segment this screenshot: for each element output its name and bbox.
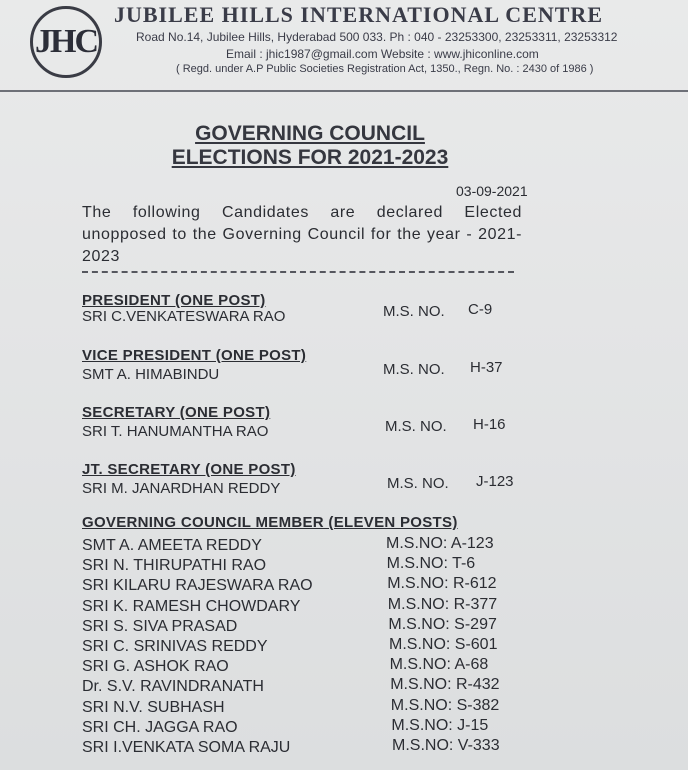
president-heading: PRESIDENT (ONE POST) [82,292,266,309]
council-member-ms-number: M.S.NO: T-6 [386,555,476,573]
secretary-ms-label: M.S. NO. [385,418,447,435]
document-date: 03-09-2021 [456,183,528,199]
council-member-name: SRI C. SRINIVAS REDDY [82,638,268,655]
dashed-divider [82,271,514,273]
vice-president-heading: VICE PRESIDENT (ONE POST) [82,347,307,364]
jt-secretary-name: SRI M. JANARDHAN REDDY [82,480,281,497]
council-member-name: SRI I.VENKATA SOMA RAJU [82,739,291,756]
secretary-name: SRI T. HANUMANTHA RAO [82,423,269,440]
council-member-ms-number: M.S.NO: A-68 [389,656,489,674]
council-member-ms-number: M.S.NO: A-123 [386,535,494,552]
council-member-name: SRI K. RAMESH CHOWDARY [82,597,301,615]
council-member-ms-number: M.S.NO: V-333 [392,737,500,754]
council-member-name: SRI KILARU RAJESWARA RAO [82,577,313,595]
council-member-ms-number: M.S.NO: R-432 [390,676,500,694]
vice-president-name: SMT A. HIMABINDU [82,366,220,383]
council-member-ms-number: M.S.NO: S-297 [388,615,497,633]
council-member-ms-number: M.S.NO: R-612 [387,575,497,593]
vice-president-ms-label: M.S. NO. [383,361,445,378]
secretary-heading: SECRETARY (ONE POST) [82,404,271,421]
president-ms-number: C-9 [468,301,493,318]
title-line-1: GOVERNING COUNCIL [195,122,425,145]
jt-secretary-ms-number: J-123 [476,473,514,490]
title-line-2: ELECTIONS FOR 2021-2023 [171,146,449,169]
council-member-ms-number: M.S.NO: J-15 [391,716,489,734]
secretary-ms-number: H-16 [473,416,506,433]
president-ms-label: M.S. NO. [383,303,445,320]
jt-secretary-heading: JT. SECRETARY (ONE POST) [82,461,296,478]
jt-secretary-ms-label: M.S. NO. [387,475,449,492]
intro-paragraph: The following Candidates are declared Elected unopposed to the Governing Council for the year - 2021-2023 [82,204,522,265]
jhic-logo [30,6,102,78]
council-member-name: SRI CH. JAGGA RAO [82,718,238,736]
logo-text: JHC [35,23,97,60]
council-member-name: Dr. S.V. RAVINDRANATH [82,678,264,696]
organization-name: JUBILEE HILLS INTERNATIONAL CENTRE [114,2,603,27]
president-name: SRI C.VENKATESWARA RAO [82,308,286,325]
council-member-name: SRI N. THIRUPATHI RAO [82,557,267,575]
header-divider [0,90,688,92]
registration-line: ( Regd. under A.P Public Societies Registration Act, 1350., Regn. No. : 2430 of 1986 ) [176,63,594,75]
vice-president-ms-number: H-37 [470,359,503,376]
council-member-ms-number: M.S.NO: R-377 [387,595,498,613]
council-member-name: SRI G. ASHOK RAO [82,658,229,676]
council-heading: GOVERNING COUNCIL MEMBER (ELEVEN POSTS) [82,514,458,531]
council-member-name: SRI N.V. SUBHASH [82,698,225,716]
council-member-ms-number: M.S.NO: S-601 [389,636,498,653]
contact-line: Email : jhic1987@gmail.com Website : www.jhiconline.com [226,47,539,61]
council-member-ms-number: M.S.NO: S-382 [390,696,500,714]
address-line: Road No.14, Jubilee Hills, Hyderabad 500 033. Ph : 040 - 23253300, 23253311, 23253312 [136,30,618,44]
council-member-name: SMT A. AMEETA REDDY [82,537,262,554]
council-member-name: SRI S. SIVA PRASAD [82,617,238,635]
